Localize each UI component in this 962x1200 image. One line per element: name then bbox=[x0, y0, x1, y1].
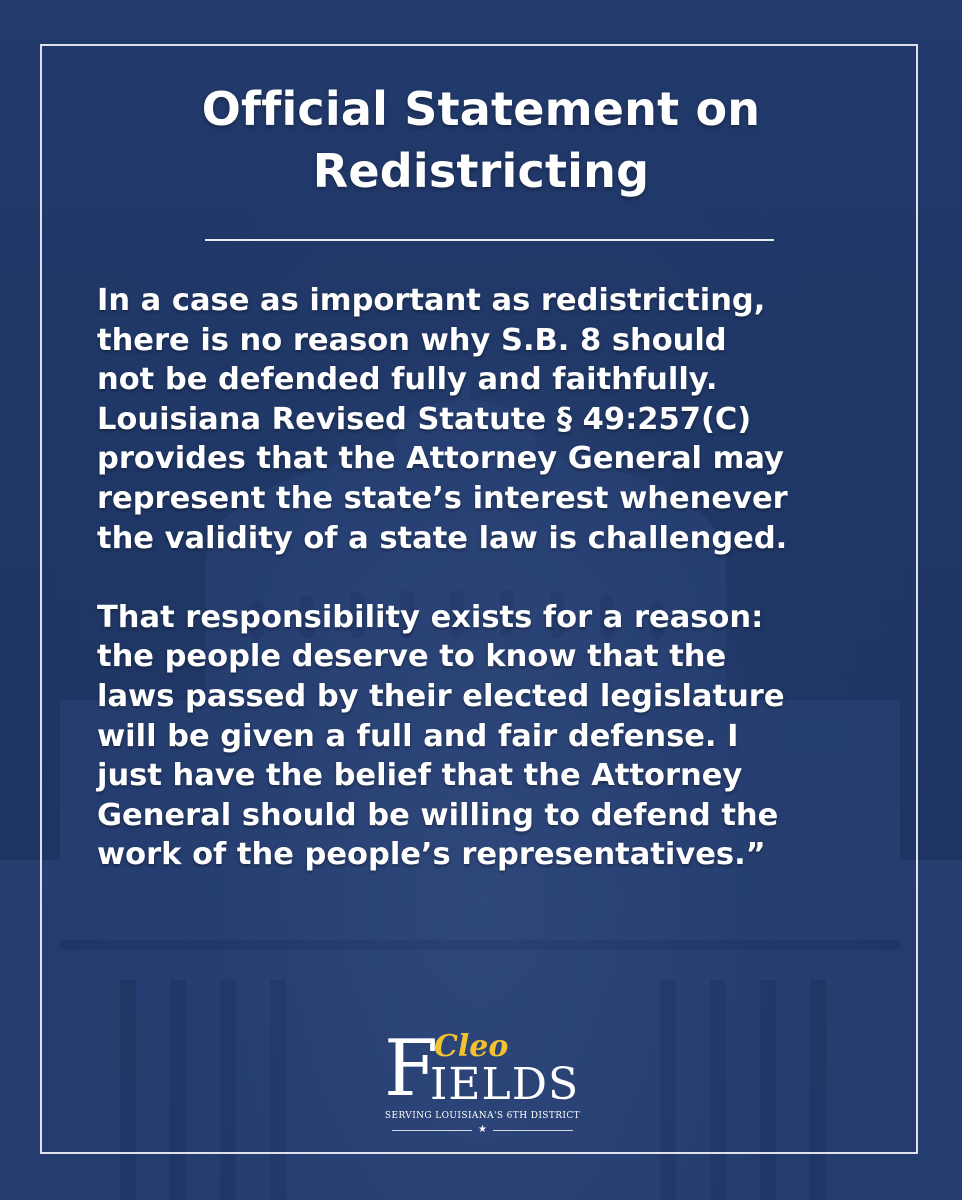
star-icon: ★ bbox=[478, 1124, 487, 1135]
statement-line: there is no reason why S.B. 8 should bbox=[97, 322, 727, 358]
statement-line: work of the people’s representatives.” bbox=[97, 837, 766, 873]
statement-paragraph-2 bbox=[97, 598, 897, 875]
statement-line: provides that the Attorney General may bbox=[97, 441, 784, 477]
statement-line: Louisiana Revised Statute § 49:257(C) bbox=[97, 401, 752, 437]
statement-line: the validity of a state law is challenged. bbox=[97, 520, 788, 556]
title-line-2: Redistricting bbox=[312, 144, 650, 198]
statement-line: General should be willing to defend the bbox=[97, 797, 779, 833]
statement-body bbox=[97, 281, 897, 875]
statement-line: laws passed by their elected legislature bbox=[97, 678, 785, 714]
cleo-fields-logo bbox=[380, 1024, 585, 1140]
statement-line: not be defended fully and faithfully. bbox=[97, 362, 718, 398]
logo-tagline: SERVING LOUISIANA'S 6TH DISTRICT bbox=[384, 1111, 581, 1121]
statement-line: the people deserve to know that the bbox=[97, 639, 727, 675]
logo-first-name: Cleo bbox=[434, 1029, 509, 1064]
logo-initial-f: F bbox=[384, 1024, 439, 1114]
page-title bbox=[100, 78, 862, 202]
statement-line: That responsibility exists for a reason: bbox=[97, 599, 764, 635]
logo-rule-right bbox=[493, 1130, 573, 1131]
statement-line: In a case as important as redistricting, bbox=[97, 283, 766, 318]
title-divider bbox=[205, 239, 774, 241]
statement-line: represent the state’s interest whenever bbox=[97, 480, 788, 516]
statement-line: just have the belief that the Attorney bbox=[97, 758, 743, 794]
statement-paragraph-1 bbox=[97, 281, 897, 558]
paragraph-gap bbox=[97, 558, 897, 598]
logo-last-name-rest: IELDS bbox=[430, 1059, 580, 1110]
title-line-1: Official Statement on bbox=[201, 82, 761, 136]
statement-line: will be given a full and fair defense. I bbox=[97, 718, 739, 754]
